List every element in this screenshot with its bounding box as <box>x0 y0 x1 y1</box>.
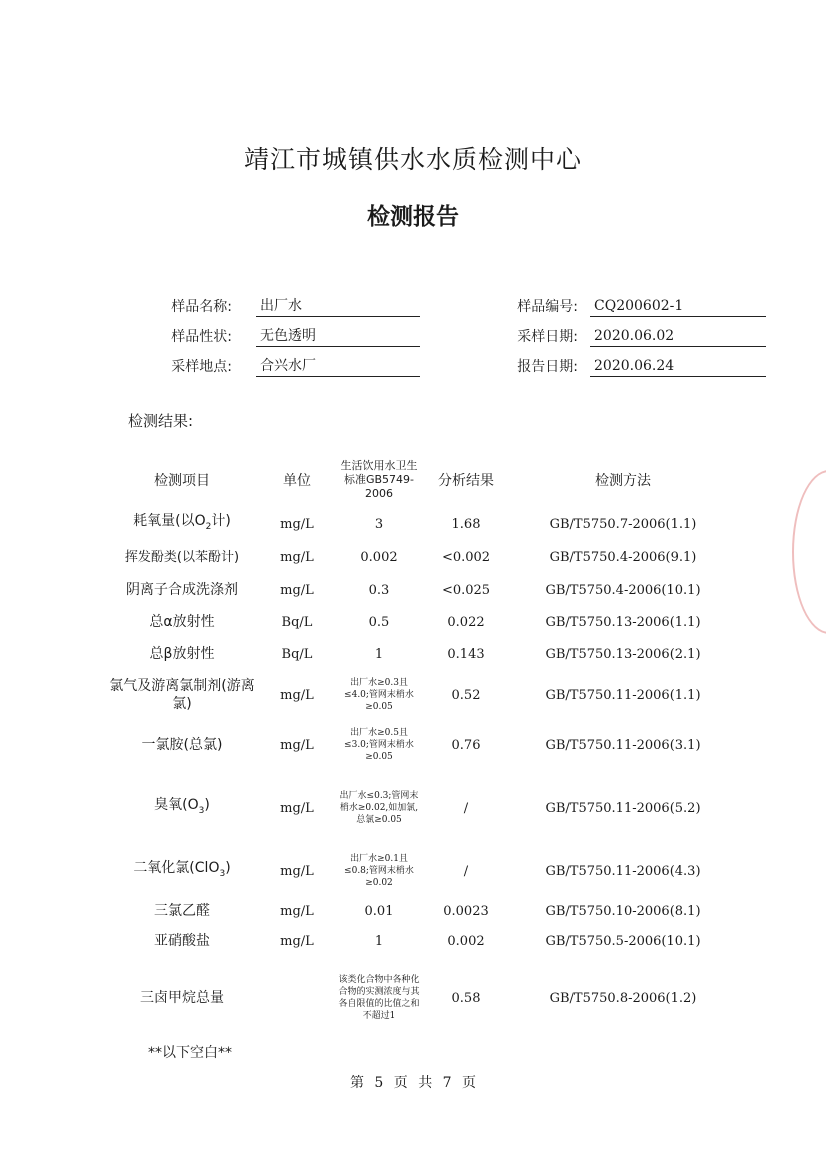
row-limit: 出厂水≤0.3;管网末梢水≥0.02,如加氯,总氯≥0.05 <box>339 791 419 825</box>
row-method: GB/T5750.10-2006(8.1) <box>545 903 701 919</box>
results-section-title: 检测结果: <box>128 412 194 430</box>
row-unit: mg/L <box>280 582 314 598</box>
row-result: / <box>463 863 469 879</box>
row-unit: mg/L <box>280 737 314 753</box>
row-unit: mg/L <box>280 903 314 919</box>
row-result: 0.022 <box>447 614 485 630</box>
row-method: GB/T5750.13-2006(1.1) <box>545 614 701 630</box>
row-result: / <box>463 800 469 816</box>
sampling-location-label: 采样地点: <box>171 359 232 375</box>
row-unit: mg/L <box>280 687 314 703</box>
table-row <box>108 896 734 926</box>
end-of-content-note: **以下空白** <box>148 1045 232 1061</box>
row-limit: 出厂水≥0.3且≤4.0;管网末梢水≥0.05 <box>344 678 414 712</box>
table-row <box>108 770 734 846</box>
row-result: 0.76 <box>451 737 481 753</box>
row-method: GB/T5750.11-2006(5.2) <box>545 800 701 816</box>
row-item: 三卤甲烷总量 <box>140 990 224 1006</box>
row-item: 氯气及游离氯制剂(游离氯) <box>109 678 255 712</box>
header-unit: 单位 <box>283 473 311 489</box>
row-item: 三氯乙醛 <box>154 903 210 919</box>
row-result: <0.025 <box>441 582 491 598</box>
row-result: 0.52 <box>451 687 481 703</box>
row-limit: 0.002 <box>360 549 398 565</box>
row-method: GB/T5750.11-2006(3.1) <box>545 737 701 753</box>
row-item: 阴离子合成洗涤剂 <box>126 582 238 598</box>
row-unit: mg/L <box>280 516 314 532</box>
row-item: 二氧化氯(ClO$_3$) <box>133 860 231 879</box>
sample-appearance-value: 无色透明 <box>256 326 420 347</box>
sampling-date-label: 采样日期: <box>517 329 578 345</box>
row-item: 总β放射性 <box>149 646 215 662</box>
row-limit: 0.3 <box>368 582 390 598</box>
row-limit: 1 <box>374 933 384 949</box>
row-item: 一氯胺(总氯) <box>141 737 223 753</box>
row-unit <box>256 956 338 1040</box>
row-item: 亚硝酸盐 <box>154 933 210 949</box>
sample-number-label: 样品编号: <box>517 299 578 315</box>
table-row <box>108 956 734 1040</box>
row-unit: Bq/L <box>281 614 313 630</box>
document-title: 检测报告 <box>367 204 459 230</box>
report-date-value: 2020.06.24 <box>590 356 766 377</box>
row-method: GB/T5750.4-2006(9.1) <box>549 549 697 565</box>
sample-name-value: 出厂水 <box>256 296 420 317</box>
report-date-label: 报告日期: <box>517 359 578 375</box>
seal-stamp-edge <box>792 470 826 634</box>
row-method: GB/T5750.4-2006(10.1) <box>545 582 701 598</box>
row-item: 总α放射性 <box>149 614 215 630</box>
header-method: 检测方法 <box>595 473 651 489</box>
row-result: 0.58 <box>451 990 481 1006</box>
row-method: GB/T5750.7-2006(1.1) <box>549 516 697 532</box>
row-unit: mg/L <box>280 549 314 565</box>
table-row <box>108 508 734 540</box>
row-method: GB/T5750.11-2006(4.3) <box>545 863 701 879</box>
sampling-location-value: 合兴水厂 <box>256 356 420 377</box>
organization-name: 靖江市城镇供水水质检测中心 <box>243 145 582 174</box>
row-limit: 出厂水≥0.1且≤0.8;管网末梢水≥0.02 <box>344 854 414 888</box>
row-item: 臭氧$(O_3)$ <box>154 797 210 816</box>
row-limit: 1 <box>374 646 384 662</box>
row-result: 0.143 <box>447 646 485 662</box>
row-method: GB/T5750.8-2006(1.2) <box>549 990 697 1006</box>
results-header-row <box>108 452 734 508</box>
sample-name-label: 样品名称: <box>171 299 232 315</box>
row-limit: 出厂水≥0.5且≤3.0;管网末梢水≥0.05 <box>344 728 414 762</box>
row-unit: mg/L <box>280 863 314 879</box>
row-result: 0.0023 <box>443 903 489 919</box>
table-row <box>108 606 734 638</box>
row-method: GB/T5750.11-2006(1.1) <box>545 687 701 703</box>
row-method: GB/T5750.13-2006(2.1) <box>545 646 701 662</box>
row-item: 挥发酚类(以苯酚计) <box>124 549 240 565</box>
page-number: 第 5 页 共 7 页 <box>349 1075 477 1091</box>
table-row <box>108 846 734 896</box>
sample-number-value: CQ200602-1 <box>590 296 766 317</box>
row-method: GB/T5750.5-2006(10.1) <box>545 933 701 949</box>
row-unit: Bq/L <box>281 646 313 662</box>
header-item: 检测项目 <box>154 473 210 489</box>
table-row <box>108 670 734 720</box>
row-unit: mg/L <box>280 800 314 816</box>
row-limit: 该类化合物中各种化合物的实测浓度与其各自限值的比值之和不超过1 <box>338 975 420 1021</box>
header-result: 分析结果 <box>438 473 494 489</box>
table-row <box>108 638 734 670</box>
table-row <box>108 720 734 770</box>
row-result: 1.68 <box>451 516 481 532</box>
row-limit: 0.01 <box>364 903 394 919</box>
row-limit: 0.5 <box>368 614 390 630</box>
sample-info <box>0 292 826 382</box>
header-standard: 生活饮用水卫生标准GB5749-2006 <box>340 459 418 500</box>
table-row <box>108 540 734 574</box>
sample-appearance-label: 样品性状: <box>171 329 232 345</box>
row-item: 耗氧量(以$O_2$计) <box>133 513 231 532</box>
row-unit: mg/L <box>280 933 314 949</box>
row-result: 0.002 <box>447 933 485 949</box>
row-result: <0.002 <box>441 549 491 565</box>
table-row <box>108 574 734 606</box>
table-row <box>108 926 734 956</box>
results-table <box>108 452 734 1040</box>
row-limit: 3 <box>374 516 384 532</box>
sampling-date-value: 2020.06.02 <box>590 326 766 347</box>
